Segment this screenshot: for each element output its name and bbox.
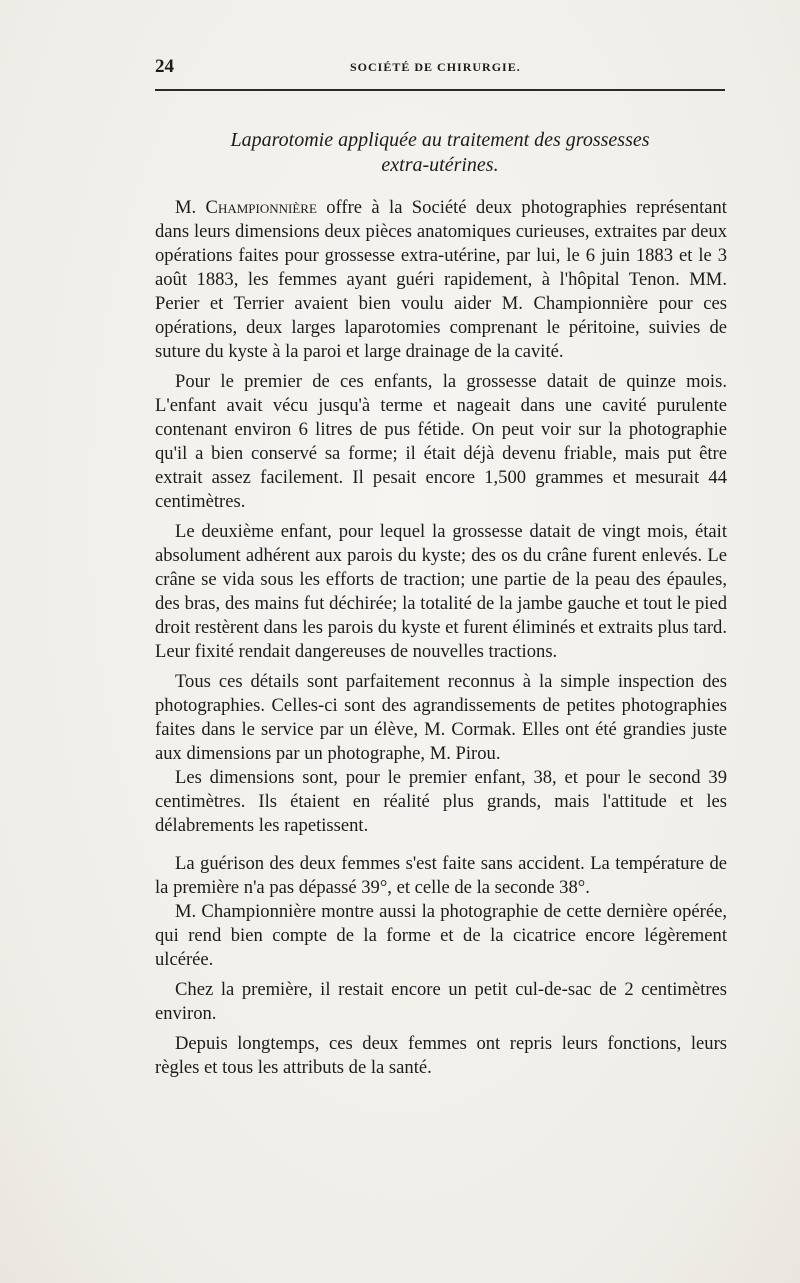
article-title-line-2: extra-utérines. (381, 154, 499, 176)
paragraph-1-text: offre à la Société deux photographies représentant dans leurs dimensions deux pièces anatomiques curieuses, extraites par deux opérations faites pour grossesse extra-utérine, par lui, le 6 juin 1883 et le 3 août 1883, les femmes ayant guéri rapidement, à l'hôpital Tenon. MM. Perier et Terrier avaient bien voulu aider M. Championnière pour ces opérations, deux larges laparotomies comprenant le péritoine, suivies de suture du kyste à la paroi et large drainage de la cavité. (155, 197, 727, 362)
paragraph-4: Tous ces détails sont parfaitement reconnus à la simple inspection des photographies. Celles-ci sont des agrandissements de petites photographies faites dans le service par un élève, M. Cormak. Elles ont été grandies juste aux dimensions par un photographe, M. Pirou. (155, 671, 727, 764)
paragraph-1 (155, 196, 727, 364)
paragraph-2: Pour le premier de ces enfants, la grossesse datait de quinze mois. L'enfant avait vécu jusqu'à terme et nageait dans une cavité purulente contenant environ 6 litres de pus fétide. On peut voir sur la photographie qu'il a bien conservé sa forme; il était déjà devenu friable, mais put être extrait assez facilement. Il pesait encore 1,500 grammes et mesurait 44 centimètres. (155, 371, 727, 512)
journal-title: SOCIÉTÉ DE CHIRURGIE. (350, 60, 521, 74)
paragraph-5: Les dimensions sont, pour le premier enfant, 38, et pour le second 39 centimètres. Ils étaient en réalité plus grands, mais l'attitude et les délabrements les rapetissent. (155, 767, 727, 836)
paragraph-9: Depuis longtemps, ces deux femmes ont repris leurs fonctions, leurs règles et tous les attributs de la santé. (155, 1033, 727, 1078)
page-number: 24 (155, 56, 174, 77)
paragraph-3: Le deuxième enfant, pour lequel la grossesse datait de vingt mois, était absolument adhérent aux parois du kyste; des os du crâne furent enlevés. Le crâne se vida sous les efforts de traction; une partie de la peau des épaules, des bras, des mains fut déchirée; la totalité de la jambe gauche et tout le pied droit restèrent dans les parois du kyste et furent éliminés et extraits plus tard. Leur fixité rendait dangereuses de nouvelles tractions. (155, 521, 727, 662)
article-title-line-1: Laparotomie appliquée au traitement des grossesses (230, 129, 650, 151)
paragraph-6: La guérison des deux femmes s'est faite sans accident. La température de la première n'a pas dépassé 39°, et celle de la seconde 38°. (155, 853, 727, 898)
article-title (155, 128, 725, 178)
paragraph-8: Chez la première, il restait encore un petit cul-de-sac de 2 centimètres environ. (155, 979, 727, 1024)
header-rule (155, 89, 725, 91)
author-name: M. Championnière (175, 197, 317, 218)
article-body (155, 196, 727, 1086)
running-head (155, 56, 725, 80)
paragraph-7: M. Championnière montre aussi la photographie de cette dernière opérée, qui rend bien compte de la forme et de la cicatrice encore légèrement ulcérée. (155, 901, 727, 970)
